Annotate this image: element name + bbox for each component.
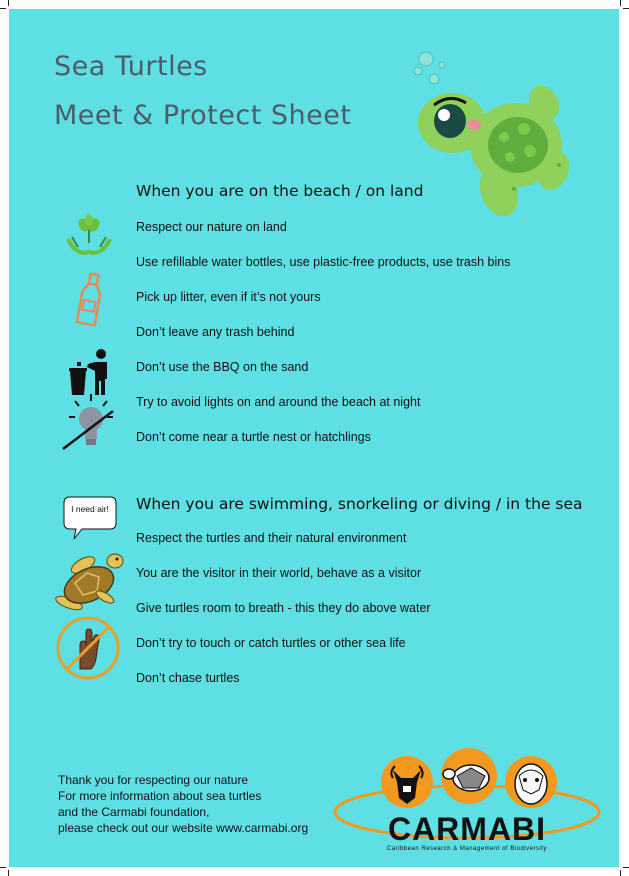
footer-text <box>58 772 308 836</box>
list-item: Don’t try to touch or catch turtles or other sea life <box>136 636 406 650</box>
crop-mark <box>623 867 629 868</box>
page-title-line2: Meet & Protect Sheet <box>54 100 352 131</box>
info-sheet <box>9 9 619 867</box>
list-item: Respect our nature on land <box>136 220 287 234</box>
no-light-icon <box>59 391 115 453</box>
footer-line: For more information about sea turtles <box>58 789 262 803</box>
list-item: Try to avoid lights on and around the beach at night <box>136 395 421 409</box>
list-item: Don’t leave any trash behind <box>136 325 295 339</box>
footer-line: Thank you for respecting our nature <box>58 773 249 787</box>
crop-mark <box>623 8 629 9</box>
speech-bubble-text: I need air! <box>71 504 109 514</box>
logo-wordmark: CARMABI <box>387 811 547 847</box>
list-item: Give turtles room to breath - this they do above water <box>136 601 431 615</box>
trash-bin-icon <box>67 347 111 397</box>
bottle-icon <box>73 271 107 329</box>
list-item: You are the visitor in their world, behave as a visitor <box>136 566 422 580</box>
list-item: Use refillable water bottles, use plastic-free products, use trash bins <box>136 255 511 269</box>
section-heading-beach: When you are on the beach / on land <box>136 182 424 200</box>
footer-line: please check out our website www.carmabi.org <box>58 821 309 835</box>
crop-mark <box>0 8 6 9</box>
cartoon-turtle-icon <box>404 41 579 221</box>
crop-mark <box>620 870 621 876</box>
hands-plant-icon <box>64 213 114 263</box>
list-item: Don’t chase turtles <box>136 671 240 685</box>
section-heading-sea: When you are swimming, snorkeling or diving / in the sea <box>136 495 583 513</box>
page-title-line1: Sea Turtles <box>54 51 208 82</box>
carmabi-logo <box>331 742 603 854</box>
sea-turtle-icon <box>53 547 125 613</box>
no-touching-icon <box>55 615 121 681</box>
footer-line: and the Carmabi foundation, <box>58 805 210 819</box>
logo-tagline: Caribbean Research & Management of Biodiversity <box>387 846 547 852</box>
list-item: Pick up litter, even if it’s not yours <box>136 290 321 304</box>
crop-mark <box>8 0 9 6</box>
list-item: Don’t use the BBQ on the sand <box>136 360 309 374</box>
list-item: Respect the turtles and their natural environment <box>136 531 407 545</box>
crop-mark <box>8 870 9 876</box>
list-item: Don’t come near a turtle nest or hatchlings <box>136 430 371 444</box>
crop-mark <box>0 867 6 868</box>
crop-mark <box>620 0 621 6</box>
